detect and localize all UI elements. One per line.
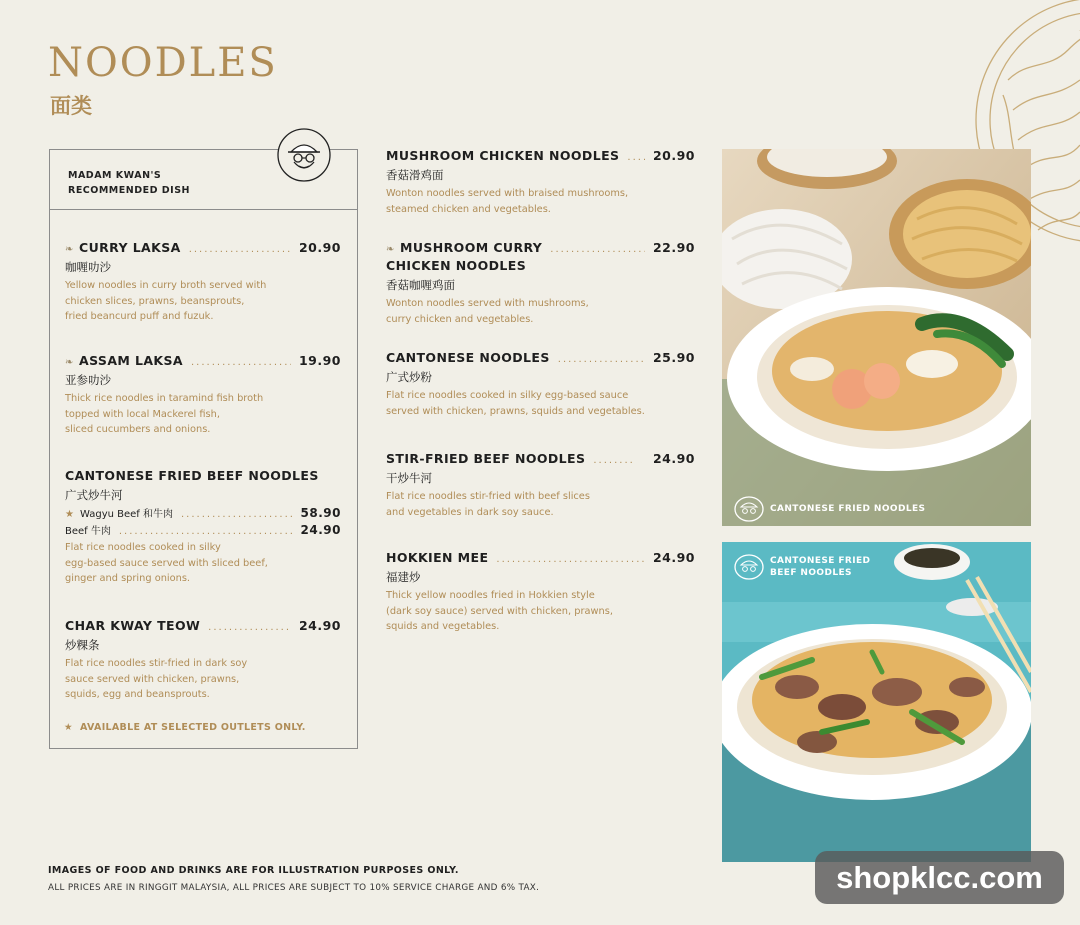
recommended-leaf-icon: ❧ [65, 244, 74, 255]
item-description: Yellow noodles in curry broth served with chicken slices, prawns, beansprouts, fried beancurd puff and fuzuk. [65, 280, 267, 322]
item-price: 20.90 [298, 240, 341, 255]
item-name: STIR-FRIED BEEF NOODLES [386, 451, 586, 466]
recommended-leaf-icon: ❧ [65, 357, 74, 368]
item-name-chinese: 福建炒 [386, 570, 421, 584]
madam-kwan-logo-icon [277, 128, 331, 182]
item-description: Flat rice noodles cooked in silky egg-based sauce served with chicken, prawns, squids and vegetables. [386, 390, 645, 417]
item-name-chinese: 香菇滑鸡面 [386, 168, 444, 182]
item-name: CANTONESE FRIED BEEF NOODLES [65, 468, 319, 483]
menu-item [65, 240, 341, 325]
item-option: ★ Wagyu Beef 和牛肉 ..... 58.90 [65, 505, 341, 520]
photo-caption: CANTONESE FRIED NOODLES [734, 496, 925, 522]
option-price: 24.90 [300, 523, 341, 537]
item-price: 22.90 [652, 240, 695, 255]
page-title-chinese: 面类 [50, 94, 92, 118]
menu-item [65, 468, 341, 587]
item-name-chinese: 亚参叻沙 [65, 373, 111, 387]
menu-item [386, 350, 695, 419]
madam-kwan-logo-icon [734, 496, 764, 522]
item-name: HOKKIEN MEE [386, 550, 489, 565]
option-price: 58.90 [300, 506, 341, 520]
recommended-dishes-panel [49, 149, 358, 749]
item-name-chinese: 咖喱叻沙 [65, 260, 111, 274]
item-name-chinese: 干炒牛河 [386, 471, 432, 485]
page-title: NOODLES [48, 40, 278, 86]
item-name: CANTONESE NOODLES [386, 350, 550, 365]
star-icon: ★ [64, 722, 73, 733]
availability-note: ★ AVAILABLE AT SELECTED OUTLETS ONLY. [64, 722, 306, 733]
item-name-chinese: 广式炒粉 [386, 370, 432, 384]
menu-item [65, 618, 341, 703]
footer-illustration-note: IMAGES OF FOOD AND DRINKS ARE FOR ILLUSTRATION PURPOSES ONLY. [48, 865, 459, 876]
menu-item [65, 353, 341, 438]
watermark-badge: shopklcc.com [815, 851, 1064, 904]
item-name: CHAR KWAY TEOW [65, 618, 201, 633]
menu-item [386, 451, 695, 520]
madam-kwan-logo-icon [734, 554, 764, 580]
item-name: MUSHROOM CURRY [400, 240, 543, 255]
item-description: Flat rice noodles stir-fried in dark soy sauce served with chicken, prawns, squids, egg and beansprouts. [65, 658, 248, 700]
menu-item [386, 550, 695, 635]
item-name: MUSHROOM CHICKEN NOODLES [386, 148, 620, 163]
item-name: ASSAM LAKSA [79, 353, 183, 368]
item-price: 24.90 [298, 618, 341, 633]
item-name-chinese: 广式炒牛河 [65, 488, 123, 502]
star-icon: ★ [65, 509, 74, 520]
noodle-plate-illustration [722, 149, 1031, 526]
item-name-chinese: 香菇咖喱鸡面 [386, 278, 455, 292]
item-price: 25.90 [652, 350, 695, 365]
food-photo-cantonese-fried-noodles [722, 149, 1031, 526]
item-price: 24.90 [652, 451, 695, 466]
item-description: Thick rice noodles in taramind fish broth topped with local Mackerel fish, sliced cucumbers and onions. [65, 393, 264, 435]
item-price: 24.90 [652, 550, 695, 565]
item-description: Wonton noodles served with braised mushrooms, steamed chicken and vegetables. [386, 188, 629, 215]
item-name-line2: CHICKEN NOODLES [386, 258, 527, 273]
item-price: 20.90 [652, 148, 695, 163]
item-option: Beef 牛肉 ..... 24.90 [65, 522, 341, 537]
recommended-line1: MADAM KWAN'S [68, 170, 162, 181]
item-description: Flat rice noodles cooked in silky egg-based sauce served with sliced beef, ginger and spring onions. [65, 542, 268, 584]
item-name: CURRY LAKSA [79, 240, 181, 255]
food-photo-cantonese-fried-beef-noodles [722, 542, 1031, 862]
footer-price-note: ALL PRICES ARE IN RINGGIT MALAYSIA, ALL PRICES ARE SUBJECT TO 10% SERVICE CHARGE AND 6% TAX. [48, 883, 540, 893]
recommended-leaf-icon: ❧ [386, 244, 395, 255]
item-price: 19.90 [298, 353, 341, 368]
beef-noodle-plate-illustration [722, 542, 1031, 862]
item-description: Flat rice noodles stir-fried with beef slices and vegetables in dark soy sauce. [386, 491, 590, 518]
item-description: Thick yellow noodles fried in Hokkien style (dark soy sauce) served with chicken, prawns, squids and vegetables. [386, 590, 613, 632]
menu-item [386, 240, 695, 327]
item-name-chinese: 炒粿条 [65, 638, 100, 652]
photo-caption: CANTONESE FRIED BEEF NOODLES [734, 554, 870, 580]
item-description: Wonton noodles served with mushrooms, curry chicken and vegetables. [386, 298, 589, 325]
recommended-line2: RECOMMENDED DISH [68, 185, 190, 196]
menu-item [386, 148, 695, 217]
